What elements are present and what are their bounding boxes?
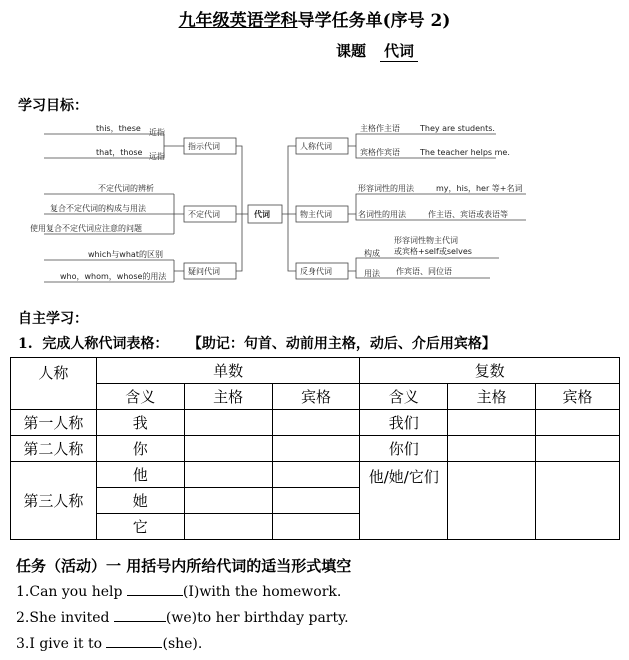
row-second-label: 第二人称	[11, 436, 97, 462]
third-he-object-blank[interactable]	[272, 462, 360, 488]
table-heading: 1. 完成人称代词表格： 【助记：句首、动前用主格，动后、介后用宾格】	[18, 336, 496, 352]
second-pl-subject-blank[interactable]	[448, 436, 536, 462]
third-she-subject-blank[interactable]	[184, 488, 272, 514]
mm-indef-1: 不定代词的辨析	[98, 184, 154, 193]
mm-object-ex: The teacher helps me.	[420, 148, 510, 157]
third-sg-meaning-she: 她	[96, 488, 184, 514]
first-pl-subject-blank[interactable]	[448, 410, 536, 436]
third-pl-subject-blank[interactable]	[448, 462, 536, 540]
third-sg-meaning-it: 它	[96, 514, 184, 540]
task-heading: 任务（活动）一 用括号内所给代词的适当形式填空	[16, 557, 352, 575]
mm-reflexive: 反身代词	[300, 267, 332, 276]
first-sg-object-blank[interactable]	[272, 410, 360, 436]
mm-noun-ex: 作主语、宾语或表语等	[428, 210, 508, 219]
topic-value: 代词	[380, 40, 418, 62]
exercise-3	[16, 636, 202, 652]
header-object-sg: 宾格	[272, 384, 360, 410]
header-meaning-pl: 含义	[360, 384, 448, 410]
mm-demonstrative: 指示代词	[188, 142, 220, 151]
mm-noun-use: 名词性的用法	[358, 210, 406, 219]
third-it-subject-blank[interactable]	[184, 514, 272, 540]
row-first-label: 第一人称	[11, 410, 97, 436]
mm-this-these: this，these	[96, 124, 141, 133]
header-singular: 单数	[96, 358, 360, 384]
header-subject-sg: 主格	[184, 384, 272, 410]
topic-row	[336, 40, 418, 62]
mm-form-ex2: 或宾格+self或selves	[394, 247, 472, 256]
third-pl-object-blank[interactable]	[536, 462, 620, 540]
exercise-3-blank[interactable]	[106, 647, 162, 648]
mm-subject-ex: They are students.	[420, 124, 495, 133]
self-study-heading: 自主学习：	[18, 311, 88, 327]
mm-indefinite: 不定代词	[188, 210, 220, 219]
mm-adj-use: 形容词性的用法	[358, 184, 414, 193]
third-he-subject-blank[interactable]	[184, 462, 272, 488]
mm-that-those: that，those	[96, 148, 143, 157]
title-rest: 导学任务单(序号 2)	[297, 11, 451, 31]
pronoun-table	[10, 357, 620, 540]
header-meaning-sg: 含义	[96, 384, 184, 410]
exercise-1-before: 1.Can you help	[16, 584, 127, 600]
pronoun-mindmap	[30, 116, 544, 296]
second-sg-meaning: 你	[96, 436, 184, 462]
third-sg-meaning-he: 他	[96, 462, 184, 488]
exercise-2-before: 2.She invited	[16, 610, 114, 626]
mm-usage: 用法	[364, 269, 380, 278]
second-pl-meaning: 你们	[360, 436, 448, 462]
exercise-1-after: (I)with the homework.	[182, 584, 342, 600]
mm-usage-ex: 作宾语、同位语	[396, 267, 452, 276]
mm-adj-ex: my，his，her 等+名词	[436, 184, 523, 193]
mm-interrogative: 疑问代词	[188, 267, 220, 276]
row-third-label: 第三人称	[11, 462, 97, 540]
mm-who-whom: who，whom，whose的用法	[60, 272, 167, 281]
mm-form-ex1: 形容词性物主代词	[394, 236, 458, 245]
header-plural: 复数	[360, 358, 620, 384]
objectives-heading: 学习目标：	[18, 98, 88, 114]
second-sg-subject-blank[interactable]	[184, 436, 272, 462]
exercise-3-after: (she).	[162, 636, 203, 652]
first-pl-object-blank[interactable]	[536, 410, 620, 436]
header-object-pl: 宾格	[536, 384, 620, 410]
second-pl-object-blank[interactable]	[536, 436, 620, 462]
mm-indef-2: 复合不定代词的构成与用法	[50, 204, 146, 213]
mm-object-case: 宾格作宾语	[360, 148, 400, 157]
first-pl-meaning: 我们	[360, 410, 448, 436]
mm-center: 代词	[254, 210, 270, 219]
exercise-2-blank[interactable]	[114, 621, 166, 622]
topic-label: 课题	[336, 42, 367, 60]
exercise-3-before: 3.I give it to	[16, 636, 107, 652]
first-sg-subject-blank[interactable]	[184, 410, 272, 436]
exercise-2	[16, 610, 349, 626]
mm-near: 近指	[149, 128, 165, 137]
exercise-1	[16, 584, 341, 600]
mm-personal: 人称代词	[300, 142, 332, 151]
title-grade: 九年级	[178, 11, 230, 31]
mm-subject-case: 主格作主语	[360, 124, 400, 133]
exercise-1-blank[interactable]	[127, 595, 183, 596]
third-she-object-blank[interactable]	[272, 488, 360, 514]
mm-which-what: which与what的区别	[88, 250, 163, 259]
second-sg-object-blank[interactable]	[272, 436, 360, 462]
mm-indef-3: 使用复合不定代词应注意的问题	[30, 224, 142, 233]
third-pl-meaning: 他/她/它们	[360, 462, 448, 540]
mm-form: 构成	[364, 249, 380, 258]
mm-far: 远指	[149, 152, 165, 161]
header-person: 人称	[11, 358, 97, 410]
page-title	[0, 6, 629, 31]
first-sg-meaning: 我	[96, 410, 184, 436]
third-it-object-blank[interactable]	[272, 514, 360, 540]
mm-possessive: 物主代词	[300, 210, 332, 219]
title-subject: 英语学科	[229, 11, 298, 31]
exercise-2-after: (we)to her birthday party.	[165, 610, 349, 626]
header-subject-pl: 主格	[448, 384, 536, 410]
